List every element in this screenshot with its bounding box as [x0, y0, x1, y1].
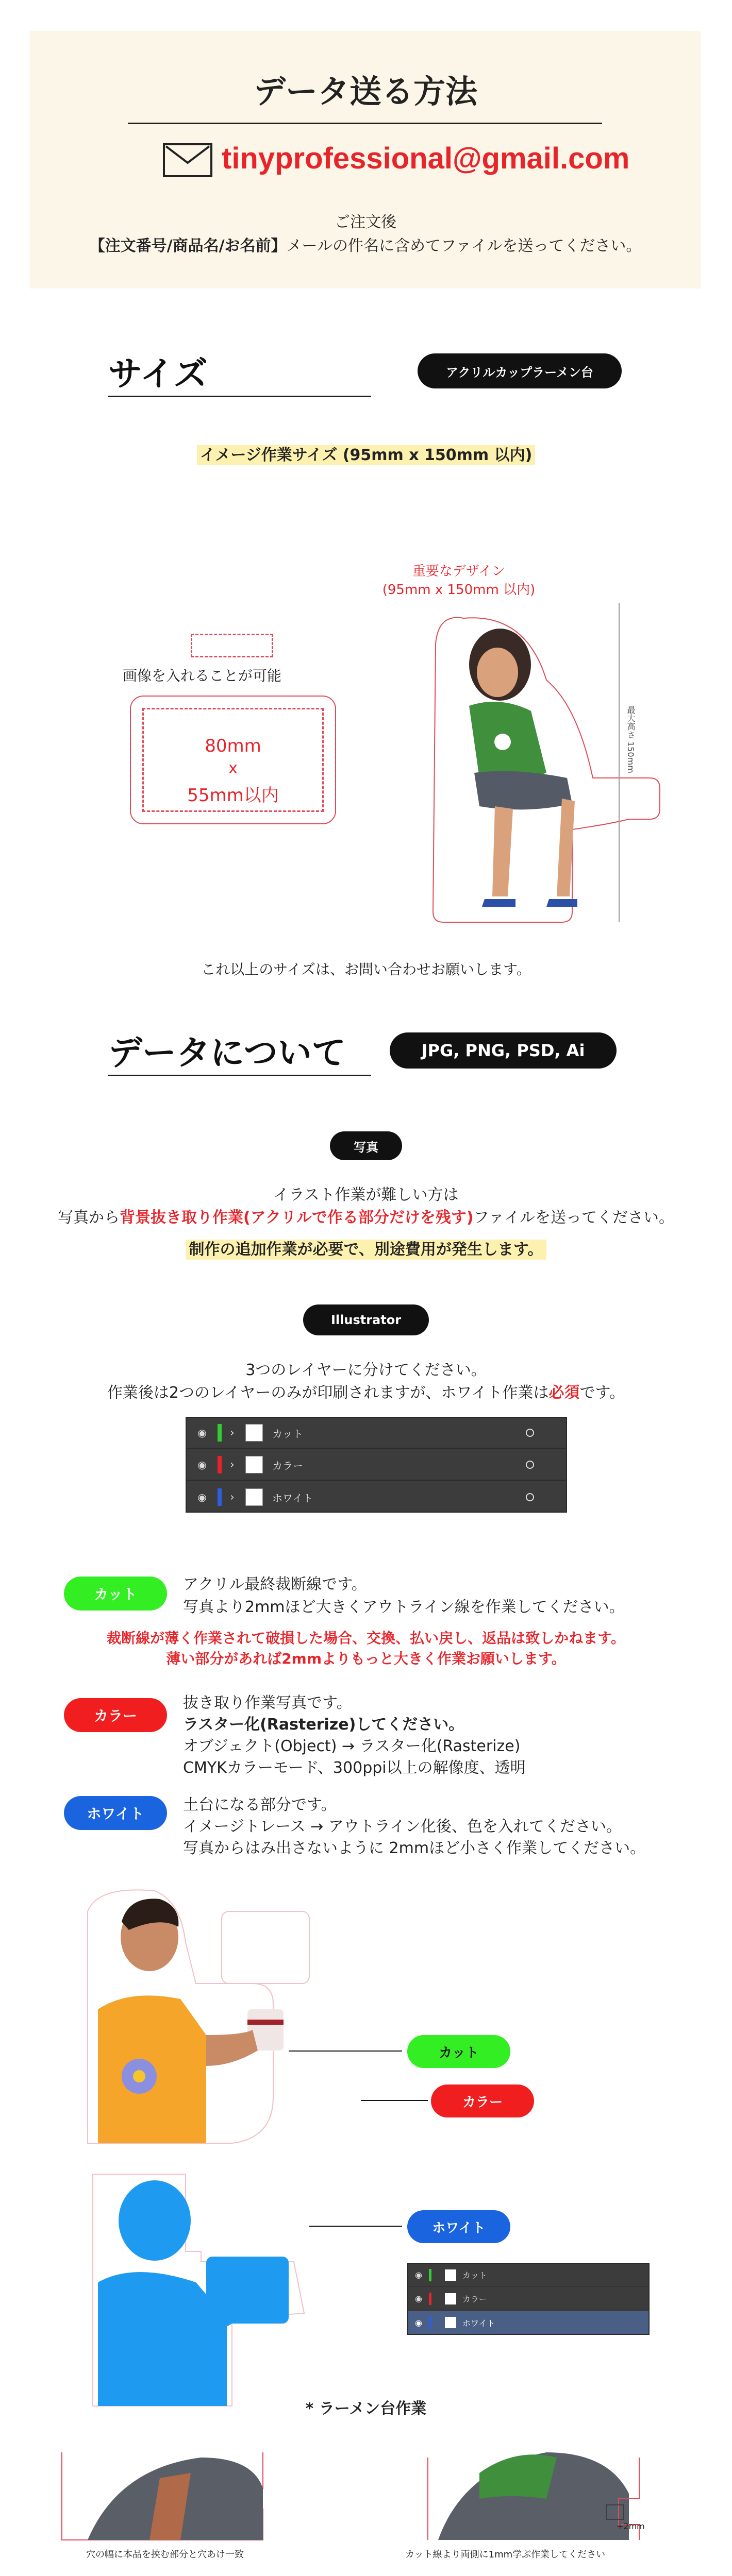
chevron-right-icon[interactable]: › [230, 1490, 235, 1504]
layer-name: カット [272, 1427, 303, 1440]
page-title: データ送る方法 [253, 73, 477, 110]
eye-icon[interactable]: ◉ [197, 1427, 207, 1439]
important-design-label-1: 重要なデザイン [412, 564, 506, 579]
cut-tag: カット [64, 1577, 167, 1611]
photo-line-2: 写真から背景抜き取り作業(アクリルで作る部分だけを残す)ファイルを送ってください。 [58, 1209, 674, 1227]
color-line-2: ラスター化(Rasterize)してください。 [183, 1716, 464, 1734]
illustrator-line-2: 作業後は2つのレイヤーのみが印刷されますが、ホワイト作業は必須です。 [107, 1384, 625, 1402]
arrow-to-cut [289, 2050, 402, 2052]
envelope-icon [163, 143, 212, 177]
layer-thumbnail [445, 2293, 456, 2304]
image-possible-label: 画像を入れることが可能 [123, 667, 282, 684]
ramen-bottom-detail [170, 2571, 593, 2576]
ramen-caption-right: カット線より両側に1mm学ぶ作業してください [405, 2549, 606, 2560]
man-white-silhouette [77, 2164, 366, 2411]
ramen-detail-right [361, 2437, 650, 2545]
ramen-detail-left [57, 2437, 273, 2545]
cut-warning-1: 裁断線が薄く作業されて破損した場合、交換、払い戻し、返品は致しかねます。 [107, 1630, 625, 1647]
insert-hole-dashed [191, 634, 273, 657]
mini-layer-panel [407, 2263, 650, 2335]
chevron-right-icon[interactable]: › [230, 1426, 235, 1439]
man-color-illustration [77, 1880, 366, 2148]
layer-name: カラー [462, 2294, 488, 2304]
white-line-2: イメージトレース → アウトライン化後、色を入れてください。 [183, 1818, 622, 1836]
layer-color-bar [218, 1424, 222, 1442]
mini-layer-row-color[interactable] [408, 2287, 648, 2310]
mini-layer-row-cut[interactable] [408, 2264, 648, 2286]
header-instruction-2 [30, 233, 701, 256]
chevron-right-icon[interactable]: › [230, 1458, 235, 1471]
white-tag: ホワイト [64, 1796, 167, 1830]
cut-line-2: 写真より2mmほど大きくアウトライン線を作業してください。 [183, 1598, 625, 1616]
color-line-3: オブジェクト(Object) → ラスター化(Rasterize) [183, 1737, 521, 1755]
eye-icon[interactable]: ◉ [415, 2317, 422, 2328]
mini-layer-row-white[interactable] [408, 2311, 648, 2334]
layer-thumbnail [245, 1456, 263, 1473]
layer-name: ホワイト [462, 2318, 495, 2328]
size-contact-note: これ以上のサイズは、お問い合わせお願いします。 [201, 961, 531, 978]
layer-name: ホワイト [272, 1492, 313, 1504]
size-section-title: サイズ [108, 354, 208, 394]
cut-line-1: アクリル最終裁断線です。 [183, 1575, 367, 1594]
header-instruction-1: ご注文後 [335, 213, 396, 231]
data-section-title: データについて [108, 1033, 346, 1073]
eye-icon[interactable]: ◉ [415, 2270, 422, 2280]
layer-row-white[interactable] [187, 1482, 566, 1513]
dim-80: 80mm [205, 736, 261, 756]
illustrator-line-1: 3つのレイヤーに分けてください。 [245, 1361, 487, 1379]
cut-warning-2: 薄い部分があれば2mmよりもっと大きく作業お願いします。 [166, 1650, 566, 1667]
dim-x: x [228, 759, 238, 777]
contact-email[interactable]: tinyprofessional@gmail.com [222, 142, 630, 175]
arrow-to-color [361, 2100, 428, 2101]
illus-cut-label: カット [407, 2035, 510, 2068]
eye-icon[interactable]: ◉ [197, 1491, 207, 1503]
max-height-label: 最大高さ 150mm [626, 706, 636, 773]
layer-name: カット [462, 2270, 487, 2280]
important-design-label-2: (95mm x 150mm 以内) [382, 582, 536, 598]
layer-color-bar [429, 2293, 431, 2305]
eye-icon[interactable]: ◉ [415, 2294, 422, 2303]
layer-name: カラー [272, 1459, 303, 1472]
height-dimension-line [619, 603, 620, 922]
layer-row-cut[interactable] [187, 1418, 566, 1449]
header-divider [128, 123, 602, 124]
layer-panel [186, 1417, 567, 1513]
eye-icon[interactable]: ◉ [197, 1459, 207, 1471]
illustrator-pill: Illustrator [303, 1304, 429, 1335]
header-instruction-rest: メールの件名に含めてファイルを送ってください。 [286, 237, 642, 255]
color-tag: カラー [64, 1698, 167, 1732]
layer-color-bar [429, 2316, 431, 2329]
layer-thumbnail [245, 1424, 263, 1442]
white-line-3: 写真からはみ出さないように 2mmほど小さく作業してください。 [183, 1839, 646, 1857]
layer-color-bar [218, 1488, 222, 1506]
photo-extra-fee: 制作の追加作業が必要で、別途費用が発生します。 [0, 1236, 732, 1259]
photo-line-1: イラスト作業が難しい方は [273, 1186, 459, 1204]
ramen-section-title: * ラーメン台作業 [305, 2400, 427, 2418]
character-sitting-illustration [392, 603, 680, 933]
photo-pill: 写真 [330, 1131, 402, 1160]
target-circle-icon[interactable] [526, 1429, 534, 1437]
illus-color-label: カラー [431, 2084, 534, 2117]
size-product-pill: アクリルカップラーメン台 [418, 353, 622, 388]
header-instruction-bold: 【注文番号/商品名/お名前】 [89, 237, 287, 255]
image-size-label: イメージ作業サイズ (95mm x 150mm 以内) [0, 442, 732, 465]
layer-thumbnail [445, 2317, 456, 2328]
ramen-caption-left: 穴の幅に本品を挟む部分と穴あけ一致 [86, 2549, 244, 2560]
color-line-4: CMYKカラーモード、300ppi以上の解像度、透明 [183, 1759, 526, 1777]
layer-thumbnail [445, 2269, 456, 2281]
color-line-1: 抜き取り作業写真です。 [183, 1694, 352, 1712]
target-circle-icon[interactable] [526, 1493, 534, 1501]
format-pill: JPG, PNG, PSD, Ai [390, 1032, 617, 1069]
white-line-1: 土台になる部分です。 [183, 1796, 337, 1814]
layer-color-bar [218, 1456, 222, 1473]
illus-white-label: ホワイト [407, 2210, 510, 2243]
layer-thumbnail [245, 1488, 263, 1506]
dim-55: 55mm以内 [187, 785, 279, 806]
arrow-to-white [309, 2226, 402, 2227]
dim-plus-2mm: +2mm [617, 2521, 645, 2531]
target-circle-icon[interactable] [526, 1461, 534, 1469]
size-section-divider [108, 396, 371, 397]
data-section-divider [108, 1075, 371, 1076]
layer-row-color[interactable] [187, 1450, 566, 1481]
header-card [30, 31, 701, 289]
layer-color-bar [429, 2269, 431, 2281]
